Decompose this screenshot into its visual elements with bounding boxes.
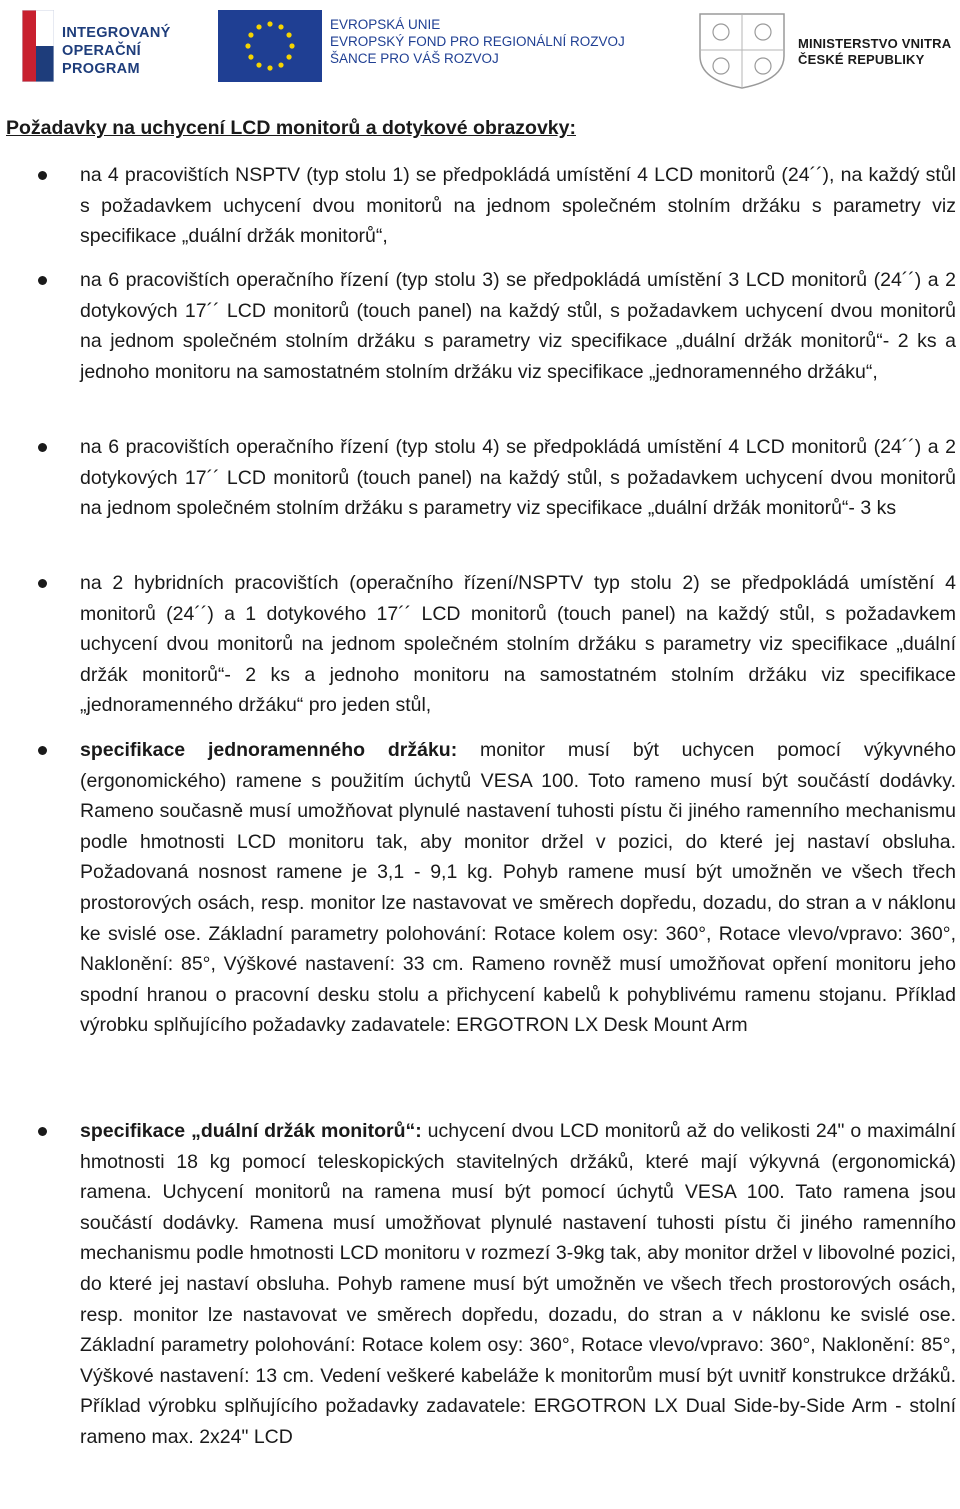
list-item-text	[80, 265, 956, 387]
list-item-lead: specifikace „duální držák monitorů“:	[80, 1120, 422, 1142]
eu-line-3: ŠANCE PRO VÁŠ ROZVOJ	[330, 51, 499, 66]
iop-logo	[22, 10, 202, 82]
list-item-text	[80, 432, 956, 524]
list-item-body: na 6 pracovištích operačního řízení (typ stolu 4) se předpokládá umístění 4 LCD monitorů (24´´) a 2 dotykových 17´´ LCD monitorů (touch panel) na každý stůl, s požadavkem uchycení dvou monitorů na jednom společném stolním držáku s parametry viz specifikace „duální držák monitorů“- 3 ks	[80, 436, 956, 520]
list-item-lead: specifikace jednoramenného držáku:	[80, 739, 458, 761]
eu-star-icon	[278, 62, 283, 67]
list-item-text	[80, 1116, 956, 1453]
iop-line-2: OPERAČNÍ	[62, 43, 141, 59]
eu-line-2: EVROPSKÝ FOND PRO REGIONÁLNÍ ROZVOJ	[330, 34, 625, 49]
ministry-logo	[694, 10, 952, 90]
iop-logo-text	[62, 24, 171, 78]
eu-line-1: EVROPSKÁ UNIE	[330, 17, 441, 32]
ministry-line-2: ČESKÉ REPUBLIKY	[798, 52, 925, 67]
list-item-body: monitor musí být uchycen pomocí výkyvného (ergonomického) ramene s použitím úchytů VESA 100. Toto rameno musí být součástí dodávky. Rameno současně musí umožňovat plynulé nastavení tuhosti pístu či jiného ramenního mechanismu podle hmotnosti LCD monitoru tak, aby monitor držel v pozici, do které jej nastaví obsluha. Požadovaná nosnost ramene je 3,1 - 9,1 kg. Pohyb ramene musí být umožněn ve všech třech prostorových osách, resp. monitor lze nastavovat ve směrech dopředu, dozadu, do stran a v náklonu ke svislé ose. Základní parametry polohování: Rotace kolem osy: 360°, Rotace vlevo/vpravo: 360°, Naklonění: 85°, Výškové nastavení: 33 cm. Rameno rovněž musí umožňovat opření monitoru jeho spodní hranou o pracovní desku stolu a přichycení kabelů k pohyblivému ramenu stojanu. Příklad výrobku splňujícího požadavky zadavatele: ERGOTRON LX Desk Mount Arm	[80, 739, 956, 1037]
list-item-text	[80, 160, 956, 252]
eu-flag-icon	[218, 10, 322, 82]
eu-logo-text	[330, 16, 625, 67]
eu-star-icon	[267, 65, 272, 70]
eu-star-icon	[248, 54, 253, 59]
ministry-logo-text	[798, 36, 951, 68]
iop-flag-icon	[22, 10, 54, 82]
eu-star-icon	[256, 24, 261, 29]
bullet-icon	[38, 443, 47, 452]
eu-logo	[218, 10, 625, 82]
eu-star-icon	[248, 32, 253, 37]
iop-line-1: INTEGROVANÝ	[62, 25, 171, 41]
eu-star-icon	[245, 43, 250, 48]
bullet-icon	[38, 579, 47, 588]
iop-line-3: PROGRAM	[62, 61, 140, 77]
bullet-icon	[38, 1127, 47, 1136]
document-title: Požadavky na uchycení LCD monitorů a dotykové obrazovky:	[6, 117, 576, 139]
ministry-line-1: MINISTERSTVO VNITRA	[798, 36, 952, 51]
bullet-icon	[38, 171, 47, 180]
list-item-body: na 2 hybridních pracovištích (operačního řízení/NSPTV typ stolu 2) se předpokládá umístění 4 monitorů (24´´) a 1 dotykového 17´´ LCD monitorů (touch panel) na každý stůl, s požadavkem uchycení dvou monitorů na jednom společném stolním držáku s parametry viz specifikace „duální držák monitorů“- 2 ks a jednoho monitoru na samostatném stolním držáku viz specifikace „jednoramenného držáku“ pro jeden stůl,	[80, 572, 956, 717]
list-item-body: na 6 pracovištích operačního řízení (typ stolu 3) se předpokládá umístění 3 LCD monitorů (24´´) a 2 dotykových 17´´ LCD monitorů (touch panel) na každý stůl, s požadavkem uchycení dvou monitorů na jednom společném stolním držáku s parametry viz specifikace „duální držák monitorů“- 2 ks a jednoho monitoru na samostatném stolním držáku viz specifikace „jednoramenného držáku“,	[80, 269, 956, 383]
state-emblem-icon	[694, 10, 790, 90]
bullet-icon	[38, 276, 47, 285]
list-item-text	[80, 568, 956, 721]
header-logos	[0, 0, 960, 96]
eu-star-icon	[278, 24, 283, 29]
eu-star-icon	[286, 54, 291, 59]
eu-star-icon	[286, 32, 291, 37]
eu-star-icon	[256, 62, 261, 67]
eu-star-icon	[289, 43, 294, 48]
list-item-body: uchycení dvou LCD monitorů až do velikosti 24" o maximální hmotnosti 18 kg pomocí teleskopických stavitelných držáků, které mají výkyvná (ergonomická) ramena. Uchycení monitorů na ramena musí být pomocí úchytů VESA 100. Tato ramena jsou součástí dodávky. Ramena musí umožňovat plynulé nastavení tuhosti pístu či jiného ramenního mechanismu podle hmotnosti LCD monitoru v rozmezí 3-9kg tak, aby monitor držel v libovolné pozici, do které jej nastaví obsluha. Pohyb ramene musí být umožněn ve všech třech prostorových osách, resp. monitor lze nastavovat ve směrech dopředu, dozadu, do stran a v náklonu ke svislé ose. Základní parametry polohování: Rotace kolem osy: 360°, Rotace vlevo/vpravo: 360°, Naklonění: 85°, Výškové nastavení: 13 cm. Vedení veškeré kabeláže k monitorům musí být uvnitř konstrukce držáků. Příklad výrobku splňujícího požadavky zadavatele: ERGOTRON LX Dual Side-by-Side Arm - stolní rameno max. 2x24" LCD	[80, 1120, 956, 1448]
list-item-body: na 4 pracovištích NSPTV (typ stolu 1) se předpokládá umístění 4 LCD monitorů (24´´), na každý stůl s požadavkem uchycení dvou monitorů na jednom společném stolním držáku s parametry viz specifikace „duální držák monitorů“,	[80, 164, 956, 248]
list-item-text	[80, 735, 956, 1041]
bullet-icon	[38, 746, 47, 755]
eu-star-icon	[267, 21, 272, 26]
